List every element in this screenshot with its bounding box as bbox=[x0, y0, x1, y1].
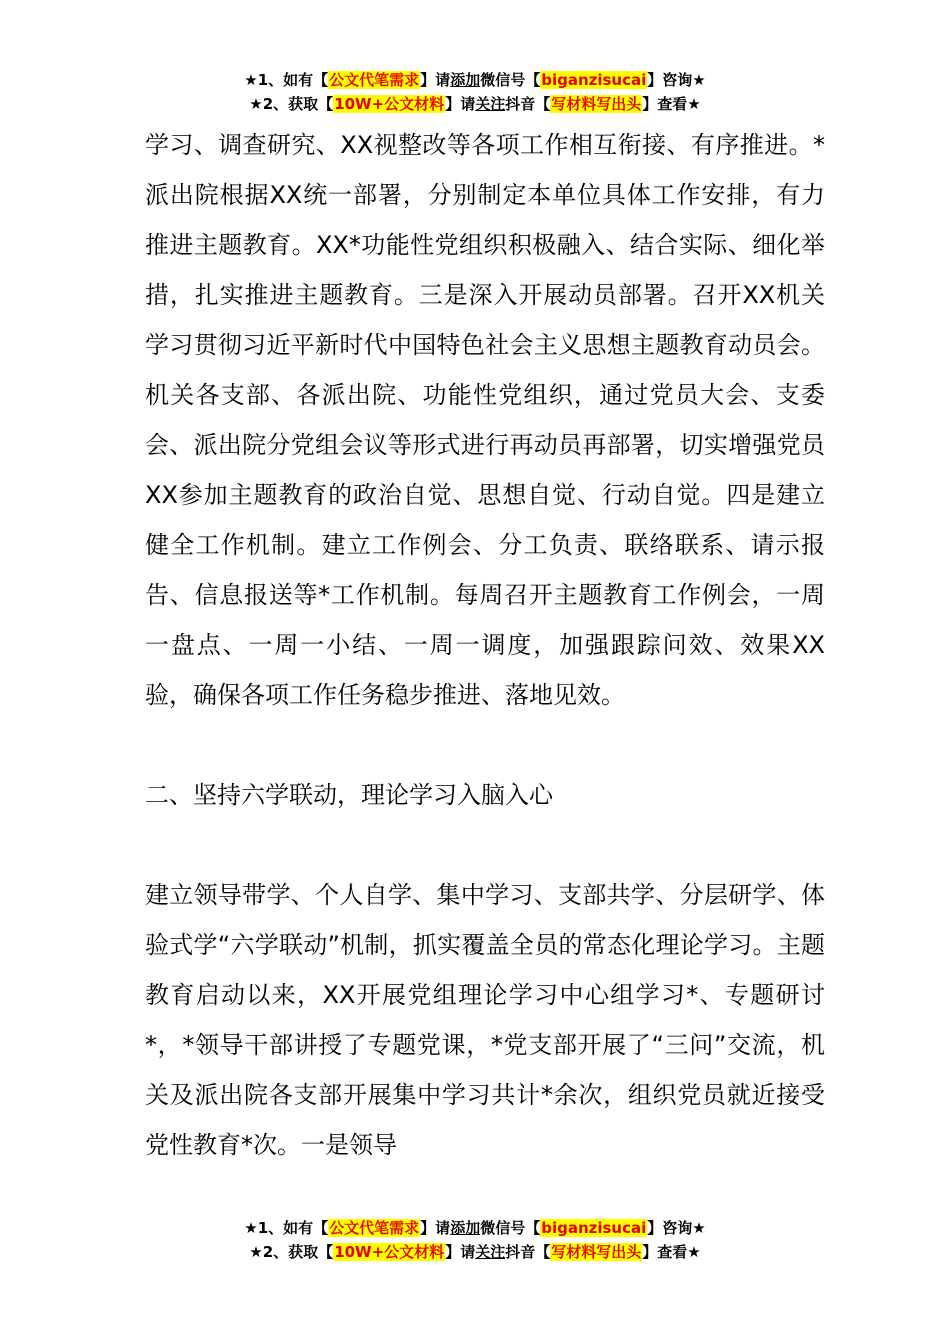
footer-line-1: ★1、如有【公文代笔需求】请添加微信号【biganzisucai】咨询★ bbox=[244, 1219, 706, 1237]
highlight-wechat-id: biganzisucai bbox=[541, 1219, 647, 1237]
footer-line-2: ★2、获取【10W+公文材料】请关注抖音【写材料写出头】查看★ bbox=[249, 1243, 701, 1261]
paragraph-2: 建立领导带学、个人自学、集中学习、支部共学、分层研学、体验式学“六学联动”机制，抓实覆盖全员的常态化理论学习。主题教育启动以来，XX开展党组理论学习中心组学习*、专题研讨*，*领导干部讲授了专题党课，*党支部开展了“三问”交流，机关及派出院各支部开展集中学习共计*余次，组织党员就近接受党性教育*次。一是领导 bbox=[145, 881, 825, 1159]
highlight-service: 公文代笔需求 bbox=[329, 71, 420, 89]
header-banner bbox=[0, 68, 950, 116]
document-body bbox=[145, 120, 825, 1170]
highlight-service: 公文代笔需求 bbox=[329, 1219, 420, 1237]
footer-banner bbox=[0, 1216, 950, 1264]
highlight-materials: 10W+公文材料 bbox=[334, 95, 445, 113]
section-heading-2: 二、坚持六学联动，理论学习入脑入心 bbox=[145, 781, 553, 809]
highlight-douyin-account: 写材料写出头 bbox=[551, 95, 642, 113]
paragraph-1: 学习、调查研究、XX视整改等各项工作相互衔接、有序推进。*派出院根据XX统一部署，分别制定本单位具体工作安排，有力推进主题教育。XX*功能性党组织积极融入、结合实际、细化举措，扎实推进主题教育。三是深入开展动员部署。召开XX机关学习贯彻习近平新时代中国特色社会主义思想主题教育动员会。机关各支部、各派出院、功能性党组织，通过党员大会、支委会、派出院分党组会议等形式进行再动员再部署，切实增强党员XX参加主题教育的政治自觉、思想自觉、行动自觉。四是建立健全工作机制。建立工作例会、分工负责、联络联系、请示报告、信息报送等*工作机制。每周召开主题教育工作例会，一周一盘点、一周一小结、一周一调度，加强跟踪问效、效果XX验，确保各项工作任务稳步推进、落地见效。 bbox=[145, 131, 825, 709]
banner-line-1: ★1、如有【公文代笔需求】请添加微信号【biganzisucai】咨询★ bbox=[244, 71, 706, 89]
highlight-materials: 10W+公文材料 bbox=[334, 1243, 445, 1261]
banner-line-2: ★2、获取【10W+公文材料】请关注抖音【写材料写出头】查看★ bbox=[249, 95, 701, 113]
highlight-douyin-account: 写材料写出头 bbox=[551, 1243, 642, 1261]
highlight-wechat-id: biganzisucai bbox=[541, 71, 647, 89]
